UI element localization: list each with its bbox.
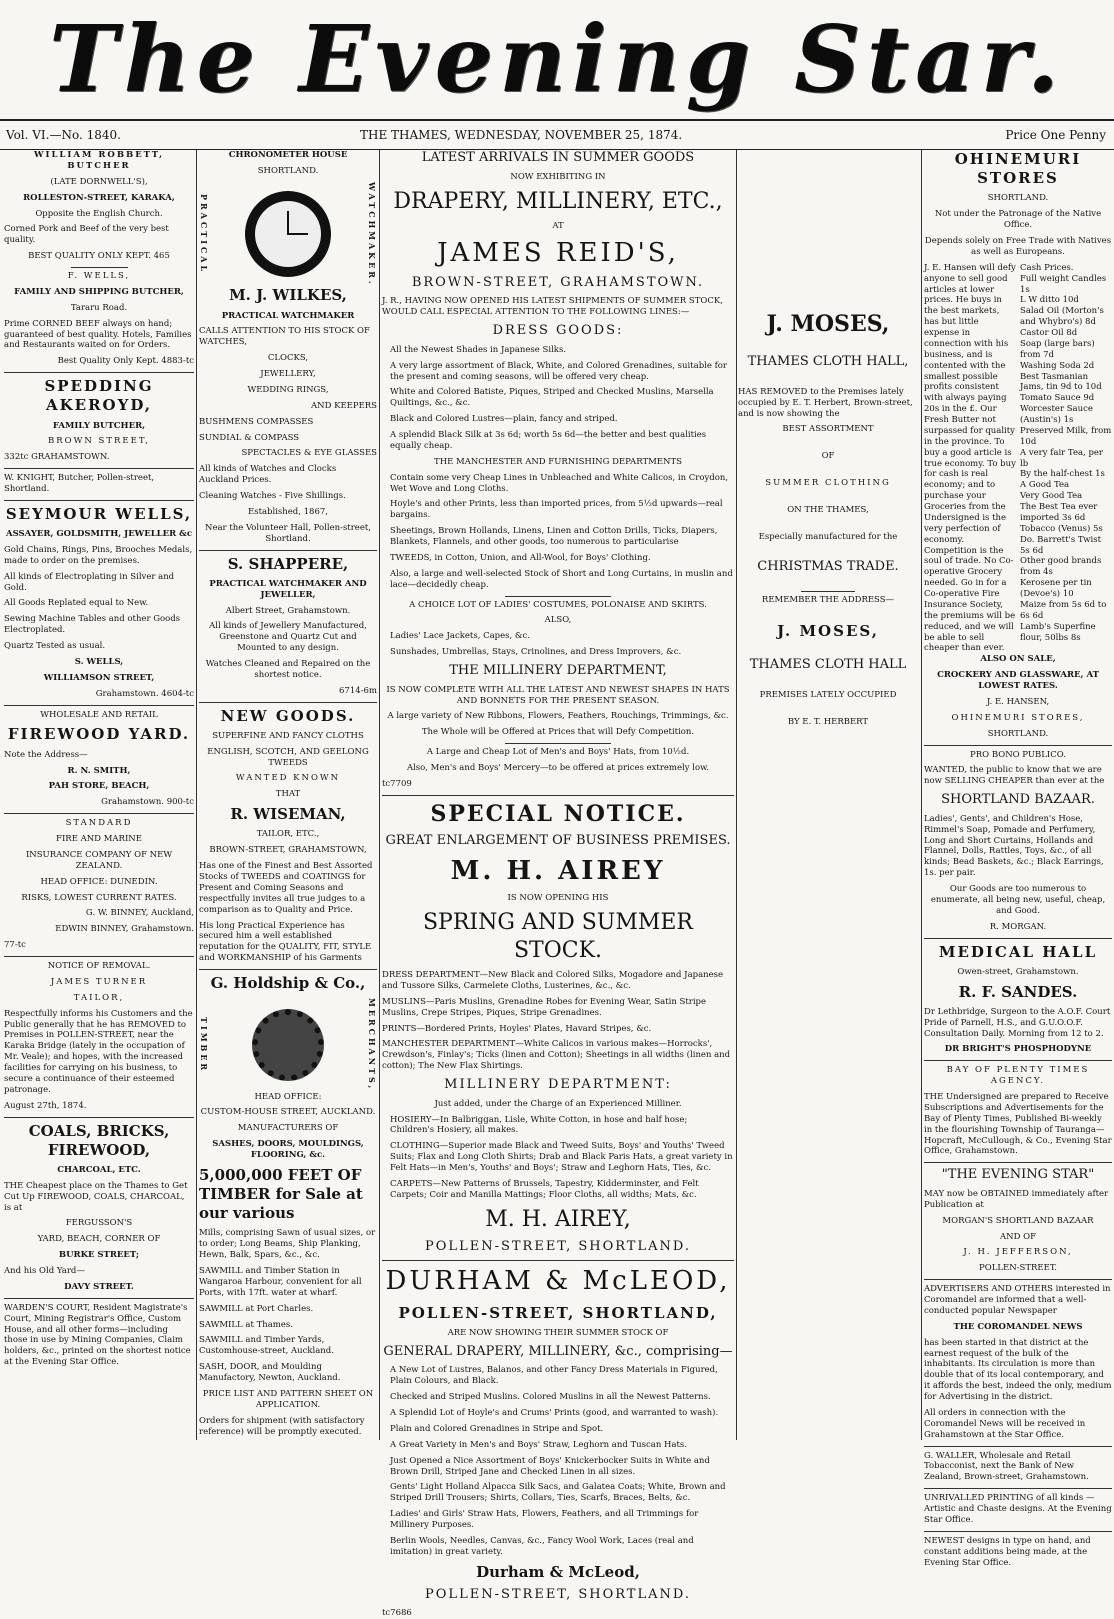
text-block: SHORTLAND BAZAAR.	[941, 792, 1095, 808]
text-block: Cleaning Watches - Five Shillings.	[199, 491, 346, 502]
divider	[505, 743, 611, 744]
text-block: All Goods Replated equal to New.	[4, 598, 149, 609]
text-block: A very large assortment of Black, White, and Colored Grenadines, suitable for the present and coming seasons, will be offered very cheap.	[390, 360, 727, 382]
issue-date: THE THAMES, WEDNESDAY, NOVEMBER 25, 1874.	[360, 128, 683, 142]
text-block: S. WELLS,	[74, 656, 124, 667]
text-block: FAMILY AND SHIPPING BUTCHER,	[14, 286, 184, 297]
text-block: SAWMILL at Port Charles.	[199, 1303, 314, 1314]
text-block: Our Goods are too numerous to enumerate, all being new, useful, cheap, and Good.	[930, 884, 1106, 916]
column-1-blocks	[4, 150, 194, 1368]
text-block: SHORTLAND.	[987, 728, 1049, 739]
divider	[924, 1060, 1112, 1061]
text-block: CALLS ATTENTION TO HIS STOCK OF WATCHES,	[199, 326, 370, 348]
text-block: NOTICE OF REMOVAL.	[47, 961, 151, 971]
text-block: Note the Address—	[4, 749, 88, 760]
column-3	[382, 150, 734, 1619]
text-block: PRINTS—Bordered Prints, Hoyles' Plates, Havard Stripes, &c.	[382, 1023, 652, 1034]
text-block: Checked and Striped Muslins. Colored Muslins in all the Newest Patterns.	[390, 1392, 711, 1403]
text-block: (LATE DORNWELL'S),	[50, 176, 148, 187]
text-block: Hoyle's and other Prints, less than imported prices, from 5½d upwards—real bargains.	[390, 499, 723, 521]
text-block: THE COROMANDEL NEWS	[953, 1321, 1083, 1332]
text-block: MILLINERY DEPARTMENT:	[444, 1077, 672, 1093]
text-block: Durham & McLeod,	[476, 1562, 640, 1581]
text-block: BEST ASSORTMENT	[782, 424, 874, 435]
text-block: Plain and Colored Grenadines in Stripe and Spot.	[390, 1423, 604, 1434]
divider	[801, 591, 855, 592]
text-block: PRACTICAL WATCHMAKER AND JEWELLER,	[209, 578, 367, 600]
text-block: ROLLESTON-STREET, KARAKA,	[23, 192, 175, 203]
text-block: BAY OF PLENTY TIMES AGENCY.	[946, 1065, 1090, 1087]
price-line: The Best Tea ever imported 3s 6d	[1020, 502, 1098, 523]
moses-advert	[738, 310, 918, 728]
text-block: Watches Cleaned and Repaired on the shortest notice.	[205, 659, 371, 680]
text-block: GREAT ENLARGEMENT OF BUSINESS PREMISES.	[385, 832, 731, 848]
text-block: R. MORGAN.	[989, 921, 1047, 932]
price-line: A Good Tea	[1020, 480, 1070, 491]
text-block: Berlin Wools, Needles, Canvas, &c., Fancy Wool Work, Laces (real and imitation) in great variety.	[390, 1535, 694, 1557]
text-block: J. E. HANSEN,	[986, 696, 1050, 707]
text-block: Not under the Patronage of the Native Office.	[934, 209, 1102, 231]
text-block: All kinds of Watches and Clocks Auckland Prices.	[199, 464, 337, 486]
text-block: J. R., HAVING NOW OPENED HIS LATEST SHIPMENTS OF SUMMER STOCK, WOULD CALL ESPECIAL ATTENTION TO THE FOLLOWING LINES:—	[382, 296, 723, 318]
price-line: Salad Oil (Morton's and Whybro's) 8d	[1020, 306, 1104, 328]
text-block: MORGAN'S SHORTLAND BAZAAR	[942, 1215, 1094, 1226]
text-block: HEAD OFFICE: DUNEDIN.	[40, 876, 158, 887]
column-3-blocks	[382, 150, 734, 1619]
text-block: JEWELLERY,	[260, 369, 316, 380]
divider	[71, 267, 128, 268]
text-block: J. MOSES,	[777, 622, 879, 641]
text-block: ASSAYER, GOLDSMITH, JEWELLER &c	[5, 529, 193, 540]
text-block: Mills, comprising Sawn of usual sizes, or to order; Long Beams, Ship Planking, Hewn, Balk, Spars, &c., &c.	[199, 1228, 376, 1261]
price-line: By the half-chest 1s	[1020, 469, 1105, 480]
side-label-right: MERCHANTS,	[367, 998, 377, 1092]
text-block: R. F. SANDES.	[958, 982, 1078, 1001]
text-block: Gold Chains, Rings, Pins, Brooches Medals, made to order on the premises.	[4, 544, 193, 566]
text-block: THE MANCHESTER AND FURNISHING DEPARTMENTS	[434, 456, 682, 467]
divider	[199, 550, 377, 551]
text-block: tc7686	[382, 1608, 412, 1619]
column-rule	[379, 150, 380, 1440]
text-block: Especially manufactured for the	[758, 531, 898, 542]
text-block: "THE EVENING STAR"	[941, 1167, 1095, 1183]
text-block: FIREWOOD YARD.	[7, 725, 191, 744]
text-block: SPECIAL NOTICE.	[430, 800, 686, 827]
price-line: Kerosene per tin (Devoe's) 10	[1020, 578, 1092, 599]
text-block: Grahamstown. 4604-tc	[95, 688, 194, 699]
text-block: MANUFACTURERS OF	[237, 1123, 339, 1134]
divider	[4, 956, 194, 957]
text-block: IS NOW OPENING HIS	[507, 892, 609, 903]
text-block: THAT	[275, 789, 301, 800]
text-block: CHRISTMAS TRADE.	[757, 558, 899, 574]
text-block: EDWIN BINNEY, Grahamstown.	[55, 924, 194, 935]
text-block: POLLEN-STREET, SHORTLAND,	[398, 1303, 718, 1322]
text-block: SAWMILL and Timber Yards, Customhouse-street, Auckland.	[199, 1335, 334, 1357]
price-line: Preserved Milk, from 10d	[1020, 425, 1112, 447]
text-block: HAS REMOVED to the Premises lately occupied by E. T. Herbert, Brown-street, and is now showing the	[738, 386, 913, 419]
text-block: SUNDIAL & COMPASS	[199, 432, 300, 443]
ohinemuri-notice: J. E. Hansen will defy anyone to sell good articles at lower prices. He buys in the best markets, has but little expense in connection with his business, and is contented with the smallest possible profits consistent with always paying 20s in the £. Our Fresh Butter not surpassed for quality in the province. To buy a good article is true economy. To buy for cash is real economy; and to purchase your Groceries from the Undersigned is the very perfection of economy. Competition is the soul of trade. No Co-operative Grocery needed. Go in for a Co-operative Fire Insurance Society, the premiums will be reduced, and we will be able to sell cheaper than ever.	[924, 262, 1016, 654]
text-block: DRESS DEPARTMENT—New Black and Colored Silks, Mogadore and Japanese and Tussore Silks, Carmelete Cloths, Lusterines, &c., &c.	[382, 970, 724, 991]
text-block: J. H. JEFFERSON,	[963, 1247, 1073, 1258]
text-block: has been started in that district at the earnest request of the bulk of the inhabitants. Its circulation is more than double that of its local contemporary, and it affords the best, indeed the only, medium for Advertising in the district.	[924, 1337, 1112, 1402]
text-block: MEDICAL HALL	[938, 942, 1098, 961]
text-block: TAILOR, ETC.,	[256, 829, 320, 840]
text-block: COALS, BRICKS, FIREWOOD,	[28, 1121, 170, 1159]
text-block: ALSO,	[544, 615, 572, 626]
text-block: His long Practical Experience has secured him a well established reputation for the QUALITY, FIT, STYLE and WORKMANSHIP of his Garments	[199, 920, 372, 964]
price-line: Tobacco (Venus) 5s	[1020, 523, 1103, 534]
column-rule	[196, 150, 197, 1440]
text-block: Ladies', Gents', and Children's Hose, Rimmel's Soap, Pomade and Perfumery, Long and Short Curtains, Hollands and Flannel, Dolls, Rattles, Toys, &c., of all kinds; Bead Baskets, &c.; Black Earrings, 1s. per pair.	[924, 813, 1104, 879]
text-block: CLOTHING—Superior made Black and Tweed Suits, Boys' and Youths' Tweed Suits; Flax and Long Cloth Shirts; Drab and Black Paris Hats, a great variety in Felt Hats—in Men's, Youths' and Boys'; Straw and Leghorn Hats, Ties, &c.	[390, 1141, 733, 1174]
text-block: YARD, BEACH, CORNER OF	[37, 1234, 161, 1245]
text-block: OF	[821, 451, 835, 462]
column-2	[199, 150, 377, 1440]
price: Price One Penny	[1005, 128, 1106, 142]
divider	[924, 1446, 1112, 1447]
column-rule	[921, 150, 922, 1440]
text-block: DURHAM & McLEOD,	[385, 1266, 731, 1297]
text-block: PRICE LIST AND PATTERN SHEET ON APPLICATION.	[202, 1388, 374, 1410]
text-block: CLOCKS,	[267, 353, 309, 364]
text-block: All orders in connection with the Coromandel News will be received in Grahamstown at the Star Office.	[924, 1407, 1086, 1440]
price-line: Cash Prices.	[1020, 262, 1074, 273]
chronometer-house-header	[199, 150, 377, 177]
text-block: WEDDING RINGS,	[247, 384, 329, 395]
text-block: TWEEDS, in Cotton, Union, and All-Wool, for Boys' Clothing.	[390, 552, 651, 563]
text-block: Just added, under the Charge of an Experienced Milliner.	[434, 1098, 682, 1109]
text-block: White and Colored Batiste, Piques, Striped and Checked Muslins, Marsella Quiltings, &c., &c.	[390, 387, 714, 409]
text-block: SHORTLAND.	[257, 165, 319, 176]
text-block: And his Old Yard—	[4, 1266, 85, 1276]
divider	[924, 1162, 1112, 1163]
text-block: AT	[552, 220, 564, 231]
text-block: IS NOW COMPLETE WITH ALL THE LATEST AND NEWEST SHAPES IN HATS AND BONNETS FOR THE PRESENT SEASON.	[386, 684, 730, 706]
price-line: Lamb's Superfine flour, 50lbs 8s	[1020, 621, 1096, 643]
text-block: NOW EXHIBITING IN	[510, 171, 606, 182]
divider	[924, 745, 1112, 746]
text-block: CHRONOMETER HOUSE	[228, 150, 348, 160]
text-block: OHINEMURI STORES	[954, 150, 1082, 188]
text-block: A Splendid Lot of Hoyle's and Crums' Prints (good, and warranted to wash).	[390, 1408, 719, 1419]
text-block: Tararu Road.	[70, 302, 128, 313]
text-block: PAH STORE, BEACH,	[48, 781, 150, 792]
text-block: August 27th, 1874.	[4, 1100, 87, 1111]
column-5	[924, 150, 1112, 1568]
text-block: BY E. T. HERBERT	[787, 716, 869, 727]
text-block: LATEST ARRIVALS IN SUMMER GOODS	[421, 150, 695, 165]
text-block: W. KNIGHT, Butcher, Pollen-street, Shortland.	[4, 473, 155, 494]
ohinemuri-price-list	[924, 263, 1112, 655]
text-block: Orders for shipment (with satisfactory reference) will be promptly executed.	[199, 1415, 365, 1437]
text-block: Also, a large and well-selected Stock of Short and Long Curtains, in muslin and lace—decidedly cheap.	[390, 568, 733, 590]
text-block: R. WISEMAN,	[230, 805, 346, 824]
price-line: Full weight Candles 1s	[1020, 273, 1107, 295]
text-block: Respectfully informs his Customers and the Public generally that he has REMOVED to Premises in POLLEN-STREET, near the Karaka Bridge (lately in the occupation of Mr. Veale); and hopes, with the increased facilities for carrying on his business, to secure a continuance of their esteemed patronage.	[4, 1008, 193, 1095]
text-block: RISKS, LOWEST CURRENT RATES.	[21, 892, 177, 903]
text-block: ON THE THAMES,	[787, 505, 869, 516]
text-block: Sewing Machine Tables and other Goods Electroplated.	[4, 614, 181, 636]
text-block: UNRIVALLED PRINTING of all kinds —Artistic and Chaste designs. At the Evening Star Office.	[924, 1493, 1112, 1525]
divider	[4, 705, 194, 706]
text-block: WANTED, the public to know that we are now SELLING CHEAPER than ever at the	[924, 765, 1105, 787]
text-block: JAMES TURNER	[50, 976, 148, 987]
cash-prices	[1020, 263, 1112, 655]
divider	[199, 969, 377, 970]
text-block: BUSHMENS COMPASSES	[199, 416, 314, 427]
price-line: Soap (large bars) from 7d	[1020, 338, 1095, 360]
text-block: All the Newest Shades in Japanese Silks.	[390, 344, 567, 355]
text-block: WILLIAMSON STREET,	[43, 672, 155, 683]
text-block: Also, Men's and Boys' Mercery—to be offered at prices extremely low.	[406, 763, 710, 774]
text-block: HOSIERY—In Balbriggan, Lisle, White Cotton, in hose and half hose; Children's Hosiery, all makes.	[390, 1114, 688, 1136]
masthead	[0, 0, 1114, 118]
column-4	[738, 150, 918, 1440]
text-block: AND KEEPERS	[311, 400, 377, 411]
text-block: MANCHESTER DEPARTMENT—White Calicos in various makes—Horrocks', Crewdson's, Finlay's; Ticks (linen and Cotton); Sheetings in all widths (linen and cotton); The New Flax Shirtings.	[382, 1039, 731, 1072]
text-block: Ladies' Lace Jackets, Capes, &c.	[390, 631, 530, 642]
holdship-advert	[199, 1092, 377, 1438]
text-block: BROWN-STREET, GRAHAMSTOWN,	[209, 845, 367, 856]
text-block: ADVERTISERS AND OTHERS interested in Coromandel are informed that a well-conducted popular Newspaper	[924, 1284, 1111, 1316]
text-block: ARE NOW SHOWING THEIR SUMMER STOCK OF	[447, 1327, 669, 1338]
text-block: REMEMBER THE ADDRESS—	[761, 595, 895, 606]
divider	[924, 938, 1112, 939]
text-block: WILLIAM ROBBETT, BUTCHER	[33, 150, 165, 171]
text-block: Sunshades, Umbrellas, Stays, Crinolines, and Dress Improvers, &c.	[390, 647, 682, 658]
text-block: M. H. AIREY	[450, 855, 666, 886]
text-block: 5,000,000 FEET OF TIMBER for Sale at our various	[199, 1165, 363, 1223]
text-block: G. Holdship & Co.,	[210, 974, 366, 993]
text-block: Albert Street, Grahamstown.	[225, 605, 351, 616]
divider	[4, 372, 194, 373]
price-line: Maize from 5s 6d to 6s 6d	[1020, 599, 1107, 621]
text-block: MUSLINS—Paris Muslins, Grenadine Robes for Evening Wear, Satin Stripe Muslins, Crepe Stripes, Piques, Stripe Grenadines.	[382, 996, 707, 1018]
text-block: OHINEMURI STORES,	[951, 712, 1085, 723]
price-line: Tomato Sauce 9d	[1020, 393, 1095, 404]
text-block: A large variety of New Ribbons, Flowers, Feathers, Rouchings, Trimmings, &c.	[387, 711, 729, 722]
text-block: CHARCOAL, ETC.	[57, 1164, 141, 1175]
text-block: PRO BONO PUBLICO.	[970, 749, 1066, 760]
text-block: POLLEN-STREET, SHORTLAND.	[425, 1586, 691, 1602]
column-2-blocks	[199, 286, 377, 993]
text-block: BROWN-STREET, GRAHAMSTOWN.	[411, 274, 705, 290]
text-block: 332tc GRAHAMSTOWN.	[4, 452, 110, 463]
price-line: A very fair Tea, per lb	[1020, 447, 1103, 469]
text-block: FERGUSSON'S	[65, 1218, 133, 1229]
text-block: R. N. SMITH,	[67, 765, 131, 776]
price-line: Other good brands from 4s	[1020, 556, 1102, 578]
text-block: SUPERFINE AND FANCY CLOTHS	[212, 730, 364, 741]
ohinemuri-header	[924, 150, 1112, 258]
side-label-right: WATCHMAKER.	[367, 181, 377, 287]
divider	[4, 1117, 194, 1118]
text-block: THE MILLINERY DEPARTMENT,	[449, 663, 667, 679]
divider	[4, 1298, 194, 1299]
text-block: All kinds of Jewellery Manufactured, Greenstone and Quartz Cut and Mounted to any design.	[209, 621, 367, 654]
text-block: A CHOICE LOT OF LADIES' COSTUMES, POLONAISE AND SKIRTS.	[409, 599, 707, 610]
text-block: Black and Colored Lustres—plain, fancy and striped.	[390, 414, 618, 425]
divider	[924, 1279, 1112, 1280]
text-block: Has one of the Finest and Best Assorted Stocks of TWEEDS and COATINGS for Present and Coming Seasons and respectfully invites all true judges to a comparison as to Quality and Price.	[199, 861, 373, 915]
text-block: M. H. AIREY,	[485, 1206, 631, 1232]
text-block: SHORTLAND.	[987, 193, 1049, 204]
divider	[199, 702, 377, 703]
text-block: DRAPERY, MILLINERY, ETC.,	[393, 188, 723, 214]
text-block: HEAD OFFICE:	[254, 1091, 322, 1102]
text-block: PREMISES LATELY OCCUPIED	[759, 690, 897, 701]
price-line: Very Good Tea	[1020, 491, 1083, 502]
text-block: POLLEN-STREET.	[979, 1263, 1057, 1274]
saw-blade-icon	[252, 1009, 324, 1081]
text-block: A Large and Cheap Lot of Men's and Boys' Hats, from 10½d.	[426, 747, 690, 758]
text-block: F. WELLS,	[67, 271, 131, 281]
text-block: DRESS GOODS:	[492, 323, 624, 339]
text-block: SPRING AND SUMMER STOCK.	[422, 909, 693, 963]
column-1	[4, 150, 194, 1440]
text-block: All kinds of Electroplating in Silver and Gold.	[4, 571, 175, 593]
text-block: WANTED KNOWN	[235, 773, 341, 784]
text-block: PRACTICAL WATCHMAKER	[221, 310, 355, 321]
text-block: FIRE AND MARINE	[56, 834, 142, 844]
divider	[4, 813, 194, 814]
side-label-left: TIMBER	[199, 1016, 210, 1073]
text-block: SAWMILL at Thames.	[199, 1319, 293, 1330]
text-block: DAVY STREET.	[64, 1281, 134, 1292]
price-line: Worcester Sauce (Austin's) 1s	[1020, 404, 1093, 425]
text-block: MAY now be OBTAINED immediately after Publication at	[924, 1188, 1109, 1210]
text-block: TAILOR,	[73, 992, 125, 1003]
text-block: Near the Volunteer Hall, Pollen-street, Shortland.	[205, 522, 371, 544]
divider	[4, 500, 194, 501]
divider	[4, 468, 194, 469]
text-block: Owen-street, Grahamstown.	[957, 966, 1079, 977]
text-block: WHOLESALE AND RETAIL	[40, 709, 158, 720]
text-block: 77-tc	[4, 940, 26, 951]
text-block: M. J. WILKES,	[229, 286, 347, 305]
text-block: BURKE STREET;	[58, 1250, 140, 1261]
text-block: Opposite the English Church.	[35, 208, 163, 219]
column-5-blocks	[924, 654, 1112, 1568]
dateline	[0, 119, 1114, 150]
text-block: SPEDDING AKEROYD,	[44, 377, 154, 415]
text-block: Prime CORNED BEEF always on hand; guaranteed of best quality. Hotels, Families and Restaurants waited on for Orders.	[4, 318, 192, 351]
text-block: The Whole will be Offered at Prices that will Defy Competition.	[421, 727, 695, 738]
price-line: Washing Soda 2d	[1020, 360, 1095, 371]
text-block: SEYMOUR WELLS,	[5, 504, 193, 523]
text-block: Corned Pork and Beef of the very best quality.	[4, 224, 169, 246]
text-block: THAMES CLOTH HALL,	[747, 354, 909, 370]
text-block: NEWEST designs in type on hand, and constant additions being made, at the Evening Star Office.	[924, 1535, 1091, 1568]
text-block: SASH, DOOR, and Moulding Manufactory, Newton, Auckland.	[199, 1362, 341, 1384]
text-block: CROCKERY AND GLASSWARE, AT LOWEST RATES.	[937, 670, 1099, 691]
divider	[382, 795, 734, 796]
divider	[924, 1488, 1112, 1489]
text-block: Sheetings, Brown Hollands, Linens, Linen and Cotton Drills, Ticks, Diapers, Blankets, Flannels, and other goods, too numerous to particularise	[390, 526, 718, 548]
price-line: Best Tasmanian Jams, tin 9d to 10d	[1020, 371, 1102, 393]
newspaper-title: The Evening Star.	[49, 5, 1065, 113]
text-block: 6714-6m	[339, 685, 377, 696]
text-block: POLLEN-STREET, SHORTLAND.	[425, 1238, 691, 1254]
text-block: A New Lot of Lustres, Balanos, and other Fancy Dress Materials in Figured, Plain Colours, and Black.	[390, 1365, 718, 1387]
text-block: SASHES, DOORS, MOULDINGS, FLOORING, &c.	[212, 1139, 364, 1161]
divider	[924, 1531, 1112, 1532]
text-block: G. W. BINNEY, Auckland,	[85, 908, 194, 919]
text-block: Ladies' and Girls' Straw Hats, Flowers, Feathers, and all Trimmings for Millinery Purposes.	[390, 1509, 699, 1531]
text-block: NEW GOODS.	[220, 706, 356, 725]
text-block: Grahamstown. 900-tc	[101, 797, 194, 808]
text-block: Just Opened a Nice Assortment of Boys' Knickerbocker Suits in White and Brown Drill, Striped Jane and Checked Linen in all sizes.	[390, 1455, 710, 1477]
column-rule	[736, 150, 737, 1440]
text-block: ALSO ON SALE,	[980, 654, 1056, 665]
text-block: FAMILY BUTCHER,	[52, 420, 146, 431]
clock-illustration-row	[199, 182, 377, 287]
clock-icon	[245, 191, 331, 277]
text-block: ENGLISH, SCOTCH, AND GEELONG TWEEDS	[207, 746, 369, 768]
price-line: Do. Barrett's Twist 5s 6d	[1020, 534, 1102, 556]
text-block: A Great Variety in Men's and Boys' Straw, Leghorn and Tuscan Hats.	[390, 1439, 687, 1450]
text-block: G. WALLER, Wholesale and Retail Tobacconist, next the Bank of New Zealand, Brown-street, Grahamstown.	[924, 1450, 1089, 1483]
text-block: THE Undersigned are prepared to Receive Subscriptions and Advertisements for the Bay of Plenty Times, Published Bi-weekly in the flourishing Township of Tauranga—Hopcraft, McCullough, & Co., Evening Star Office, Grahamstown.	[924, 1092, 1112, 1157]
text-block: JAMES REID'S,	[437, 237, 679, 268]
saw-illustration-row	[199, 998, 377, 1091]
text-block: A splendid Black Silk at 3s 6d; worth 5s 6d—the better and best qualities equally cheap.	[390, 430, 707, 451]
price-line: Castor Oil 8d	[1020, 328, 1078, 338]
price-line: L W ditto 10d	[1020, 295, 1079, 306]
volume-number: Vol. VI.—No. 1840.	[6, 128, 121, 142]
text-block: STANDARD	[65, 818, 133, 829]
text-block: Dr Lethbridge, Surgeon to the A.O.F. Court Pride of Parnell, H.S., and G.U.O.O.F. Consultation Daily. Morning from 12 to 2.	[924, 1006, 1111, 1039]
text-block: SUMMER CLOTHING	[765, 478, 891, 489]
text-block: SAWMILL and Timber Station in Wangaroa Harbour, convenient for all Ports, with 17ft. water at wharf.	[199, 1266, 362, 1298]
text-block: THAMES CLOTH HALL	[749, 657, 907, 673]
text-block: CUSTOM-HOUSE STREET, AUCKLAND.	[200, 1107, 376, 1118]
text-block: Gents' Light Holland Alpacca Silk Sacs, and Galatea Coats; White, Brown and Striped Drill Trousers; Shirts, Collars, Ties, Scarfs, Braces, Belts, &c.	[390, 1482, 726, 1504]
text-block: SPECTACLES & EYE GLASSES	[241, 448, 377, 459]
side-label-left: PRACTICAL	[199, 194, 210, 275]
text-block: tc7709	[382, 778, 412, 789]
text-block: DR BRIGHT'S PHOSPHODYNE	[944, 1044, 1092, 1055]
text-block: Established, 1867,	[248, 506, 328, 517]
text-block: WARDEN'S COURT, Resident Magistrate's Court, Mining Registrar's Office, Custom House, and all other forms—including those in use by Mining Companies, Claim holders, &c., printed on the shortest notice at the Evening Star Office.	[4, 1302, 191, 1368]
text-block: GENERAL DRAPERY, MILLINERY, &c., comprising—	[383, 1343, 733, 1359]
text-block: BEST QUALITY ONLY KEPT. 465	[28, 251, 170, 262]
text-block: THE Cheapest place on the Thames to Get Cut Up FIREWOOD, COALS, CHARCOAL, is at	[4, 1180, 188, 1213]
text-block: S. SHAPPERE,	[227, 554, 349, 573]
text-block: CARPETS—New Patterns of Brussels, Tapestry, Kidderminster, and Felt Carpets; Coir and Manilla Mattings; Floor Cloths, all widths; Mats, &c.	[390, 1178, 699, 1200]
divider	[382, 1260, 734, 1261]
text-block: Depends solely on Free Trade with Natives as well as Europeans.	[924, 236, 1112, 257]
text-block: Contain some very Cheap Lines in Unbleached and White Calicos, in Croydon, Wet Wove and Long Cloths.	[390, 472, 729, 494]
text-block: INSURANCE COMPANY OF NEW ZEALAND.	[25, 849, 173, 871]
text-block: Best Quality Only Kept. 4883-tc	[57, 356, 194, 367]
text-block: BROWN STREET,	[48, 436, 150, 447]
divider	[505, 596, 611, 597]
text-block: AND OF	[1000, 1231, 1036, 1242]
text-block: J. MOSES,	[766, 311, 890, 337]
text-block: Quartz Tested as usual.	[4, 641, 106, 652]
